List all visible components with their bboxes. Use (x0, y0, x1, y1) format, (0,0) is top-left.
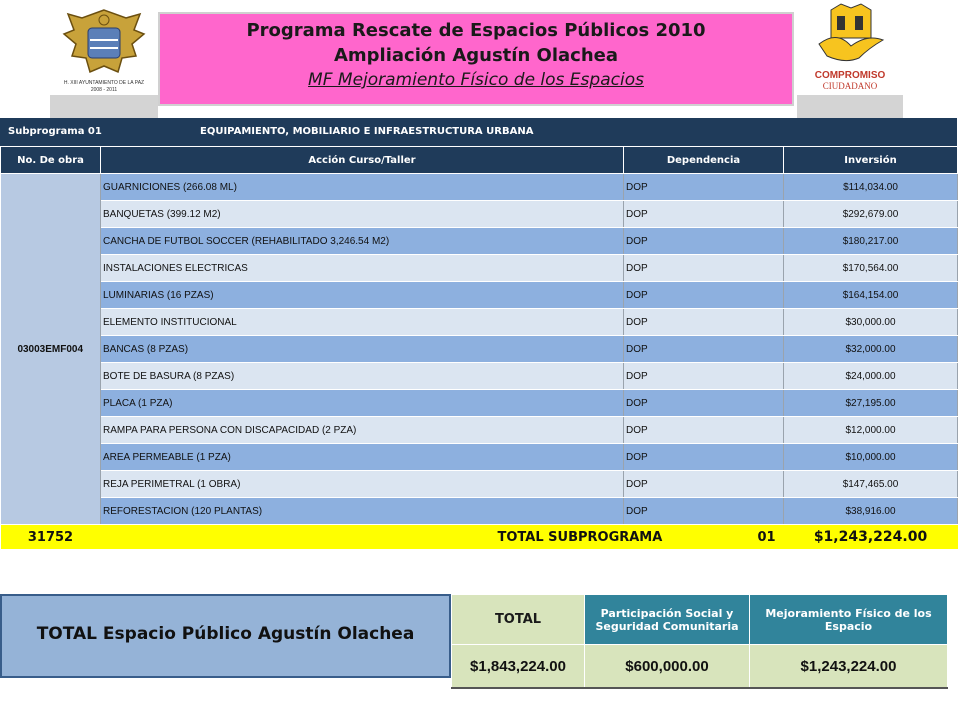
table-row (1, 444, 958, 471)
inversion-cell: $27,195.00 (784, 390, 958, 417)
summary-header-row (452, 595, 948, 645)
summary-header-mejoramiento: Mejoramiento Físico de los Espacio (750, 595, 948, 645)
summary-value-total: $1,843,224.00 (452, 645, 585, 689)
dependencia-cell: DOP (624, 282, 784, 309)
table-row (1, 471, 958, 498)
summary-table (451, 594, 948, 689)
dove-church-icon (797, 0, 903, 95)
accion-cell: GUARNICIONES (266.08 ML) (101, 174, 624, 201)
accion-cell: PLACA (1 PZA) (101, 390, 624, 417)
program-section: MF Mejoramiento Físico de los Espacios (308, 70, 644, 90)
accion-cell: LUMINARIAS (16 PZAS) (101, 282, 624, 309)
inversion-cell: $180,217.00 (784, 228, 958, 255)
dependencia-cell: DOP (624, 390, 784, 417)
col-header-obra: No. De obra (1, 147, 101, 174)
program-title: Programa Rescate de Espacios Públicos 2010 (246, 20, 706, 41)
inversion-cell: $147,465.00 (784, 471, 958, 498)
table-row (1, 282, 958, 309)
dependencia-cell: DOP (624, 201, 784, 228)
inversion-cell: $292,679.00 (784, 201, 958, 228)
dependencia-cell: DOP (624, 309, 784, 336)
col-header-dependencia: Dependencia (624, 147, 784, 174)
table-row (1, 498, 958, 525)
program-title-banner (158, 12, 794, 106)
dependencia-cell: DOP (624, 444, 784, 471)
compromiso-ciudadano-logo (797, 0, 903, 118)
subtotal-row (1, 525, 958, 550)
accion-cell: BOTE DE BASURA (8 PZAS) (101, 363, 624, 390)
accion-cell: REJA PERIMETRAL (1 OBRA) (101, 471, 624, 498)
subtotal-label: TOTAL SUBPROGRAMA (497, 529, 663, 545)
inversion-cell: $30,000.00 (784, 309, 958, 336)
inversion-cell: $24,000.00 (784, 363, 958, 390)
dependencia-cell: DOP (624, 228, 784, 255)
svg-text:2008 - 2011: 2008 - 2011 (90, 87, 118, 93)
svg-text:H. XIII AYUNTAMIENTO DE LA PAZ: H. XIII AYUNTAMIENTO DE LA PAZ (63, 80, 145, 86)
dependencia-cell: DOP (624, 417, 784, 444)
accion-cell: CANCHA DE FUTBOL SOCCER (REHABILITADO 3,246.54 M2) (101, 228, 624, 255)
inversion-cell: $12,000.00 (784, 417, 958, 444)
obra-number-cell: 03003EMF004 (1, 174, 101, 525)
table-header-row (1, 147, 958, 174)
inversion-cell: $170,564.00 (784, 255, 958, 282)
table-row (1, 390, 958, 417)
subtotal-label-cell (101, 525, 784, 550)
col-header-accion: Acción Curso/Taller (101, 147, 624, 174)
accion-cell: INSTALACIONES ELECTRICAS (101, 255, 624, 282)
table-row (1, 201, 958, 228)
summary-header-participacion: Participación Social y Seguridad Comunitaria (585, 595, 750, 645)
accion-cell: ELEMENTO INSTITUCIONAL (101, 309, 624, 336)
subtotal-number: 01 (757, 529, 776, 545)
subtotal-obra: 31752 (1, 525, 101, 550)
table-row (1, 228, 958, 255)
accion-cell: BANQUETAS (399.12 M2) (101, 201, 624, 228)
inversion-cell: $38,916.00 (784, 498, 958, 525)
accion-cell: BANCAS (8 PZAS) (101, 336, 624, 363)
table-row (1, 309, 958, 336)
eagle-crest-icon (50, 0, 158, 95)
subprogram-label: Subprograma 01 (8, 126, 102, 137)
subprogram-bar (0, 118, 957, 146)
table-row (1, 255, 958, 282)
dependencia-cell: DOP (624, 471, 784, 498)
summary-value-mejoramiento: $1,243,224.00 (750, 645, 948, 689)
dependencia-cell: DOP (624, 174, 784, 201)
dependencia-cell: DOP (624, 255, 784, 282)
table-row (1, 174, 958, 201)
col-header-inversion: Inversión (784, 147, 958, 174)
inversion-cell: $32,000.00 (784, 336, 958, 363)
summary-values-row (452, 645, 948, 689)
subtotal-value: $1,243,224.00 (784, 525, 958, 550)
works-table (0, 146, 958, 549)
summary-value-participacion: $600,000.00 (585, 645, 750, 689)
dependencia-cell: DOP (624, 336, 784, 363)
accion-cell: REFORESTACION (120 PLANTAS) (101, 498, 624, 525)
inversion-cell: $10,000.00 (784, 444, 958, 471)
inversion-cell: $114,034.00 (784, 174, 958, 201)
svg-text:CIUDADANO: CIUDADANO (822, 81, 878, 91)
table-row (1, 336, 958, 363)
accion-cell: AREA PERMEABLE (1 PZA) (101, 444, 624, 471)
inversion-cell: $164,154.00 (784, 282, 958, 309)
svg-text:COMPROMISO: COMPROMISO (814, 70, 886, 81)
dependencia-cell: DOP (624, 363, 784, 390)
accion-cell: RAMPA PARA PERSONA CON DISCAPACIDAD (2 PZA) (101, 417, 624, 444)
summary-title-box (0, 594, 451, 678)
table-row (1, 363, 958, 390)
table-row (1, 417, 958, 444)
program-subtitle: Ampliación Agustín Olachea (333, 45, 618, 66)
dependencia-cell: DOP (624, 498, 784, 525)
summary-title: TOTAL Espacio Público Agustín Olachea (36, 624, 415, 644)
subprogram-title: EQUIPAMIENTO, MOBILIARIO E INFRAESTRUCTURA URBANA (200, 126, 534, 137)
municipal-seal-logo (50, 0, 158, 118)
summary-header-total: TOTAL (452, 595, 585, 645)
